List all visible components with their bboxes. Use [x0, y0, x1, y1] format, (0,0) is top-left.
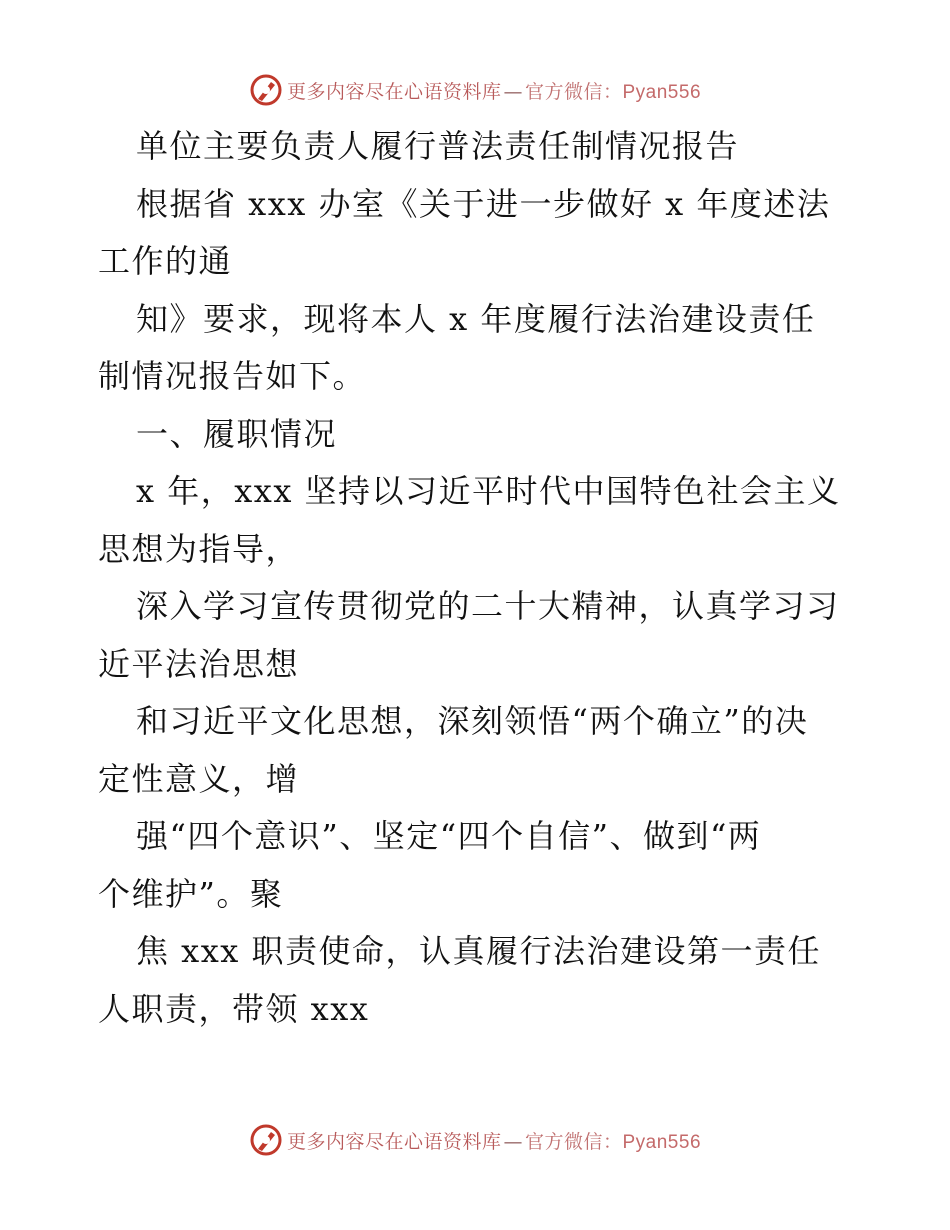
watermark-main: 更多内容尽在心语资料库 — [286, 1130, 502, 1153]
watermark-main: 更多内容尽在心语资料库 — [286, 80, 502, 103]
doc-line: x 年，xxx 坚持以习近平时代中国特色社会主义 — [136, 472, 841, 510]
pen-logo-icon — [249, 73, 283, 107]
watermark-dash: — — [503, 80, 523, 103]
doc-line: 思想为指导， — [98, 529, 300, 568]
watermark-id: Pyan556 — [622, 1131, 702, 1153]
doc-line: 焦 xxx 职责使命，认真履行法治建设第一责任 — [136, 932, 821, 970]
doc-line: 个维护”。聚 — [98, 874, 284, 913]
doc-line: 工作的通 — [98, 242, 233, 280]
watermark-official: 官方微信： — [524, 80, 623, 103]
watermark-dash: — — [503, 1130, 523, 1153]
watermark-official: 官方微信： — [524, 1130, 623, 1153]
header-watermark — [0, 70, 950, 110]
doc-line: 人职责，带领 xxx — [98, 989, 370, 1028]
pen-logo-icon — [249, 1123, 283, 1157]
doc-line: 近平法治思想 — [98, 644, 300, 683]
doc-line: 知》要求，现将本人 x 年度履行法治建设责任 — [136, 299, 816, 338]
watermark-id: Pyan556 — [622, 81, 702, 103]
doc-title: 单位主要负责人履行普法责任制情况报告 — [136, 127, 740, 165]
section-heading: 一、履职情况 — [136, 414, 338, 453]
doc-line: 根据省 xxx 办室《关于进一步做好 x 年度述法 — [136, 184, 831, 223]
doc-line: 和习近平文化思想，深刻领悟“两个确立”的决 — [136, 702, 809, 740]
doc-line: 强“四个意识”、坚定“四个自信”、做到“两 — [136, 817, 762, 855]
watermark-text — [287, 77, 701, 104]
watermark-text — [287, 1127, 701, 1154]
footer-watermark — [0, 1120, 950, 1160]
doc-line: 制情况报告如下。 — [98, 357, 367, 395]
document-body — [98, 118, 858, 1038]
doc-line: 深入学习宣传贯彻党的二十大精神，认真学习习 — [136, 587, 840, 625]
doc-line: 定性意义，增 — [98, 759, 300, 798]
